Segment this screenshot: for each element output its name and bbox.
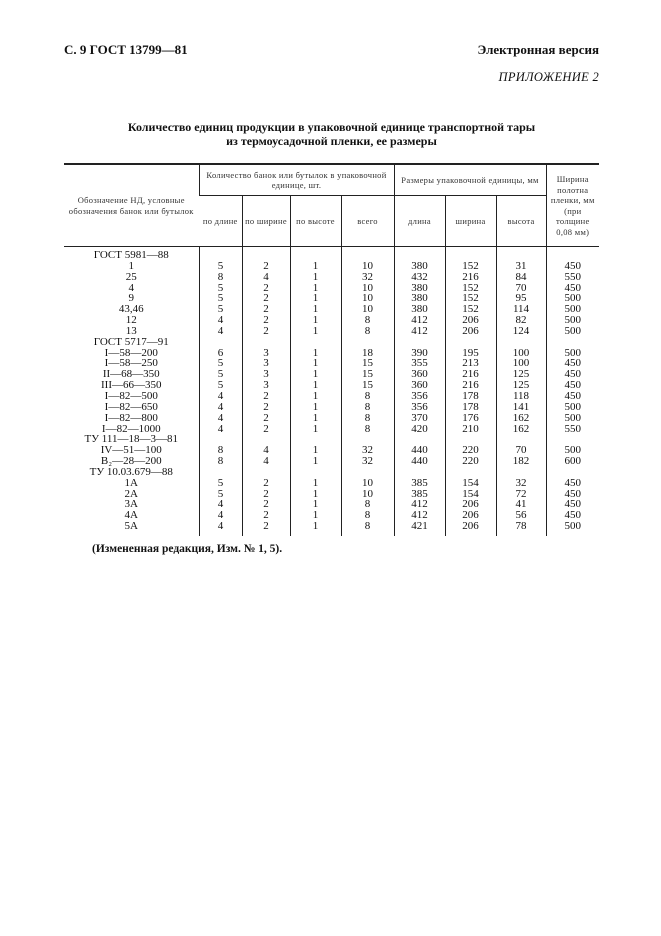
row-value: 5 bbox=[199, 293, 242, 304]
row-value bbox=[290, 247, 341, 261]
row-value: 32 bbox=[341, 445, 394, 456]
row-value: 176 bbox=[445, 413, 496, 424]
row-value: 10 bbox=[341, 304, 394, 315]
row-designation: 2А bbox=[124, 487, 138, 500]
row-value: 15 bbox=[341, 380, 394, 391]
row-designation: III—66—350 bbox=[101, 379, 162, 392]
header-film-width: Ширина полотна пленки, мм (при толщине 0,08 мм) bbox=[546, 164, 599, 247]
row-value: 380 bbox=[394, 293, 445, 304]
row-value: 8 bbox=[341, 499, 394, 510]
row-value: 4 bbox=[199, 521, 242, 536]
row-value: 10 bbox=[341, 283, 394, 294]
row-designation: 4 bbox=[128, 281, 134, 294]
row-value: 4 bbox=[199, 391, 242, 402]
row-value: 4 bbox=[199, 402, 242, 413]
row-value: 432 bbox=[394, 272, 445, 283]
subheader-height-count: по высоте bbox=[290, 196, 341, 247]
table-title-line-2: из термоусадочной пленки, ее размеры bbox=[226, 134, 437, 148]
row-value: 100 bbox=[496, 358, 546, 369]
subheader-width-mm: ширина bbox=[445, 196, 496, 247]
appendix-label: ПРИЛОЖЕНИЕ 2 bbox=[498, 70, 599, 84]
row-value: 1 bbox=[290, 391, 341, 402]
row-designation: 1 bbox=[128, 259, 134, 272]
table-row bbox=[64, 247, 599, 261]
row-value: 8 bbox=[199, 445, 242, 456]
row-value: 195 bbox=[445, 348, 496, 359]
row-value: 1 bbox=[290, 456, 341, 467]
row-value: 380 bbox=[394, 304, 445, 315]
row-value: 10 bbox=[341, 261, 394, 272]
row-value: 31 bbox=[496, 261, 546, 272]
row-value bbox=[394, 337, 445, 348]
row-value: 450 bbox=[546, 358, 599, 369]
row-value: 1 bbox=[290, 499, 341, 510]
row-value: 206 bbox=[445, 499, 496, 510]
row-designation: II—68—350 bbox=[102, 368, 160, 381]
row-value: 412 bbox=[394, 315, 445, 326]
row-value: 1 bbox=[290, 369, 341, 380]
row-value: 1 bbox=[290, 304, 341, 315]
row-designation: 3А bbox=[124, 498, 138, 511]
row-value: 1 bbox=[290, 478, 341, 489]
table-row bbox=[64, 413, 599, 424]
row-value: 1 bbox=[290, 315, 341, 326]
row-value: 8 bbox=[199, 456, 242, 467]
header-sizes-group: Размеры упаковочной единицы, мм bbox=[394, 164, 546, 196]
row-value: 154 bbox=[445, 489, 496, 500]
table-row bbox=[64, 478, 599, 489]
row-value: 206 bbox=[445, 326, 496, 337]
row-value: 412 bbox=[394, 499, 445, 510]
row-value: 4 bbox=[199, 315, 242, 326]
row-value: 125 bbox=[496, 369, 546, 380]
row-value: 70 bbox=[496, 445, 546, 456]
row-designation: 25 bbox=[125, 270, 137, 283]
row-designation: ГОСТ 5717—91 bbox=[93, 335, 169, 348]
row-value: 178 bbox=[445, 402, 496, 413]
row-value: 5 bbox=[199, 261, 242, 272]
row-value: 356 bbox=[394, 402, 445, 413]
row-value: 1 bbox=[290, 283, 341, 294]
row-value: 500 bbox=[546, 315, 599, 326]
amendment-note: (Измененная редакция, Изм. № 1, 5). bbox=[92, 543, 283, 555]
row-value: 8 bbox=[341, 510, 394, 521]
row-value: 18 bbox=[341, 348, 394, 359]
row-designation: В₂—28—200 bbox=[100, 455, 162, 468]
row-value: 220 bbox=[445, 445, 496, 456]
row-value: 162 bbox=[496, 424, 546, 435]
row-value: 2 bbox=[242, 413, 290, 424]
table-row bbox=[64, 521, 599, 536]
row-designation: I—82—800 bbox=[104, 411, 158, 424]
row-value: 1 bbox=[290, 272, 341, 283]
row-value: 1 bbox=[290, 358, 341, 369]
subheader-width-count: по ширине bbox=[242, 196, 290, 247]
row-value: 3 bbox=[242, 348, 290, 359]
row-value: 2 bbox=[242, 510, 290, 521]
row-value: 216 bbox=[445, 272, 496, 283]
row-value: 500 bbox=[546, 521, 599, 536]
row-value: 1 bbox=[290, 261, 341, 272]
row-value: 4 bbox=[242, 445, 290, 456]
row-value: 182 bbox=[496, 456, 546, 467]
row-value: 70 bbox=[496, 283, 546, 294]
table-body bbox=[64, 247, 599, 536]
row-value: 1 bbox=[290, 424, 341, 435]
row-value: 125 bbox=[496, 380, 546, 391]
row-value: 5 bbox=[199, 380, 242, 391]
row-value: 206 bbox=[445, 510, 496, 521]
row-value: 152 bbox=[445, 304, 496, 315]
row-value: 360 bbox=[394, 380, 445, 391]
row-value: 8 bbox=[341, 424, 394, 435]
row-value bbox=[496, 247, 546, 261]
row-value: 84 bbox=[496, 272, 546, 283]
row-value: 500 bbox=[546, 326, 599, 337]
row-value: 2 bbox=[242, 402, 290, 413]
row-value: 500 bbox=[546, 402, 599, 413]
row-value: 32 bbox=[341, 272, 394, 283]
page-header-right: Электронная версия bbox=[477, 42, 599, 57]
row-value: 15 bbox=[341, 358, 394, 369]
row-designation: ТУ 111—18—3—81 bbox=[84, 433, 178, 446]
row-value: 56 bbox=[496, 510, 546, 521]
row-value: 95 bbox=[496, 293, 546, 304]
row-value: 220 bbox=[445, 456, 496, 467]
row-value: 5 bbox=[199, 369, 242, 380]
row-value: 72 bbox=[496, 489, 546, 500]
row-value: 390 bbox=[394, 348, 445, 359]
row-value: 450 bbox=[546, 261, 599, 272]
row-value: 6 bbox=[199, 348, 242, 359]
row-value: 2 bbox=[242, 489, 290, 500]
row-value: 450 bbox=[546, 510, 599, 521]
row-value: 141 bbox=[496, 402, 546, 413]
row-value: 4 bbox=[199, 510, 242, 521]
row-value bbox=[199, 337, 242, 348]
row-value: 356 bbox=[394, 391, 445, 402]
row-value: 2 bbox=[242, 391, 290, 402]
row-value: 4 bbox=[199, 499, 242, 510]
row-value: 2 bbox=[242, 424, 290, 435]
row-value: 440 bbox=[394, 456, 445, 467]
row-value: 1 bbox=[290, 521, 341, 536]
row-value: 600 bbox=[546, 456, 599, 467]
row-value: 550 bbox=[546, 424, 599, 435]
row-value: 2 bbox=[242, 261, 290, 272]
row-value: 2 bbox=[242, 499, 290, 510]
row-value: 500 bbox=[546, 348, 599, 359]
row-designation: I—82—1000 bbox=[101, 422, 161, 435]
row-value: 4 bbox=[242, 456, 290, 467]
row-designation: 1А bbox=[124, 476, 138, 489]
row-designation: 43,46 bbox=[118, 303, 144, 316]
row-value: 8 bbox=[341, 413, 394, 424]
row-value: 178 bbox=[445, 391, 496, 402]
row-value: 206 bbox=[445, 315, 496, 326]
row-value: 500 bbox=[546, 445, 599, 456]
row-value: 5 bbox=[199, 478, 242, 489]
row-value bbox=[341, 337, 394, 348]
row-value: 216 bbox=[445, 380, 496, 391]
row-value: 4 bbox=[199, 413, 242, 424]
row-value: 8 bbox=[341, 402, 394, 413]
table-title-line-1: Количество единиц продукции в упаковочной единице транспортной тары bbox=[127, 120, 536, 134]
row-designation: 5А bbox=[124, 520, 138, 533]
row-value: 3 bbox=[242, 380, 290, 391]
row-value: 124 bbox=[496, 326, 546, 337]
row-value: 1 bbox=[290, 348, 341, 359]
row-value: 380 bbox=[394, 283, 445, 294]
row-value: 420 bbox=[394, 424, 445, 435]
row-value: 213 bbox=[445, 358, 496, 369]
row-value: 10 bbox=[341, 489, 394, 500]
row-value: 32 bbox=[341, 456, 394, 467]
page-header-left: С. 9 ГОСТ 13799—81 bbox=[64, 42, 188, 57]
row-value: 450 bbox=[546, 391, 599, 402]
row-value: 2 bbox=[242, 521, 290, 536]
row-value: 2 bbox=[242, 304, 290, 315]
row-value: 380 bbox=[394, 261, 445, 272]
row-value: 450 bbox=[546, 283, 599, 294]
row-value: 8 bbox=[341, 521, 394, 536]
subheader-total: всего bbox=[341, 196, 394, 247]
row-value: 2 bbox=[242, 283, 290, 294]
subheader-height-mm: высота bbox=[496, 196, 546, 247]
row-value: 118 bbox=[496, 391, 546, 402]
row-value: 360 bbox=[394, 369, 445, 380]
row-value: 1 bbox=[290, 489, 341, 500]
header-designation: Обозначение НД, условные обозначения банок или бутылок bbox=[64, 164, 199, 247]
row-value: 1 bbox=[290, 380, 341, 391]
row-value: 41 bbox=[496, 499, 546, 510]
row-value: 5 bbox=[199, 283, 242, 294]
row-value: 500 bbox=[546, 413, 599, 424]
row-value: 385 bbox=[394, 478, 445, 489]
row-value: 2 bbox=[242, 326, 290, 337]
row-value: 78 bbox=[496, 521, 546, 536]
row-value: 550 bbox=[546, 272, 599, 283]
row-value: 82 bbox=[496, 315, 546, 326]
row-value: 2 bbox=[242, 293, 290, 304]
row-value: 8 bbox=[341, 315, 394, 326]
row-value: 450 bbox=[546, 380, 599, 391]
row-designation: IV—51—100 bbox=[100, 444, 162, 457]
row-value: 450 bbox=[546, 499, 599, 510]
row-value: 412 bbox=[394, 510, 445, 521]
row-designation: 12 bbox=[125, 314, 137, 327]
subheader-length-count: по длине bbox=[199, 196, 242, 247]
row-designation: 4А bbox=[124, 509, 138, 522]
row-value: 412 bbox=[394, 326, 445, 337]
subheader-length-mm: длина bbox=[394, 196, 445, 247]
row-value: 1 bbox=[290, 510, 341, 521]
row-value bbox=[242, 337, 290, 348]
row-value: 3 bbox=[242, 369, 290, 380]
row-value: 210 bbox=[445, 424, 496, 435]
row-designation: ТУ 10.03.679—88 bbox=[89, 465, 173, 478]
row-designation: 13 bbox=[125, 324, 137, 337]
row-value: 450 bbox=[546, 369, 599, 380]
row-value: 1 bbox=[290, 402, 341, 413]
row-value bbox=[546, 247, 599, 261]
row-value: 385 bbox=[394, 489, 445, 500]
row-value: 10 bbox=[341, 293, 394, 304]
row-value: 355 bbox=[394, 358, 445, 369]
row-value: 8 bbox=[199, 272, 242, 283]
row-value: 1 bbox=[290, 413, 341, 424]
row-value: 370 bbox=[394, 413, 445, 424]
header-quantity-group: Количество банок или бутылок в упаковочной единице, шт. bbox=[199, 164, 394, 196]
row-value: 500 bbox=[546, 293, 599, 304]
row-value bbox=[546, 337, 599, 348]
row-value: 152 bbox=[445, 283, 496, 294]
row-value: 5 bbox=[199, 358, 242, 369]
row-value: 8 bbox=[341, 391, 394, 402]
row-value: 32 bbox=[496, 478, 546, 489]
row-value: 152 bbox=[445, 293, 496, 304]
row-value: 500 bbox=[546, 304, 599, 315]
row-value: 216 bbox=[445, 369, 496, 380]
row-value bbox=[445, 247, 496, 261]
row-value: 162 bbox=[496, 413, 546, 424]
row-value: 4 bbox=[242, 272, 290, 283]
row-value: 154 bbox=[445, 478, 496, 489]
row-value: 5 bbox=[199, 304, 242, 315]
row-value: 450 bbox=[546, 489, 599, 500]
row-value: 450 bbox=[546, 478, 599, 489]
row-value: 4 bbox=[199, 424, 242, 435]
row-value bbox=[445, 337, 496, 348]
row-value bbox=[496, 337, 546, 348]
packaging-table bbox=[64, 163, 599, 536]
row-value bbox=[199, 247, 242, 261]
row-value: 3 bbox=[242, 358, 290, 369]
row-designation: 9 bbox=[128, 292, 134, 305]
row-value: 440 bbox=[394, 445, 445, 456]
row-designation: I—58—200 bbox=[104, 346, 158, 359]
row-value: 1 bbox=[290, 293, 341, 304]
row-value: 5 bbox=[199, 489, 242, 500]
row-designation: I—82—650 bbox=[104, 400, 158, 413]
row-value bbox=[341, 247, 394, 261]
row-value bbox=[242, 247, 290, 261]
row-value: 1 bbox=[290, 445, 341, 456]
row-value: 2 bbox=[242, 478, 290, 489]
row-value: 2 bbox=[242, 315, 290, 326]
row-value: 206 bbox=[445, 521, 496, 536]
row-value: 8 bbox=[341, 326, 394, 337]
row-value: 1 bbox=[290, 326, 341, 337]
table-row bbox=[64, 272, 599, 283]
row-value: 114 bbox=[496, 304, 546, 315]
row-designation: I—58—250 bbox=[104, 357, 158, 370]
table-row bbox=[64, 337, 599, 348]
row-value: 15 bbox=[341, 369, 394, 380]
row-value: 152 bbox=[445, 261, 496, 272]
row-value: 100 bbox=[496, 348, 546, 359]
row-value: 10 bbox=[341, 478, 394, 489]
row-designation: ГОСТ 5981—88 bbox=[93, 249, 169, 261]
row-value bbox=[290, 337, 341, 348]
row-value: 4 bbox=[199, 326, 242, 337]
row-designation: I—82—500 bbox=[104, 389, 158, 402]
row-value: 421 bbox=[394, 521, 445, 536]
row-value bbox=[394, 247, 445, 261]
